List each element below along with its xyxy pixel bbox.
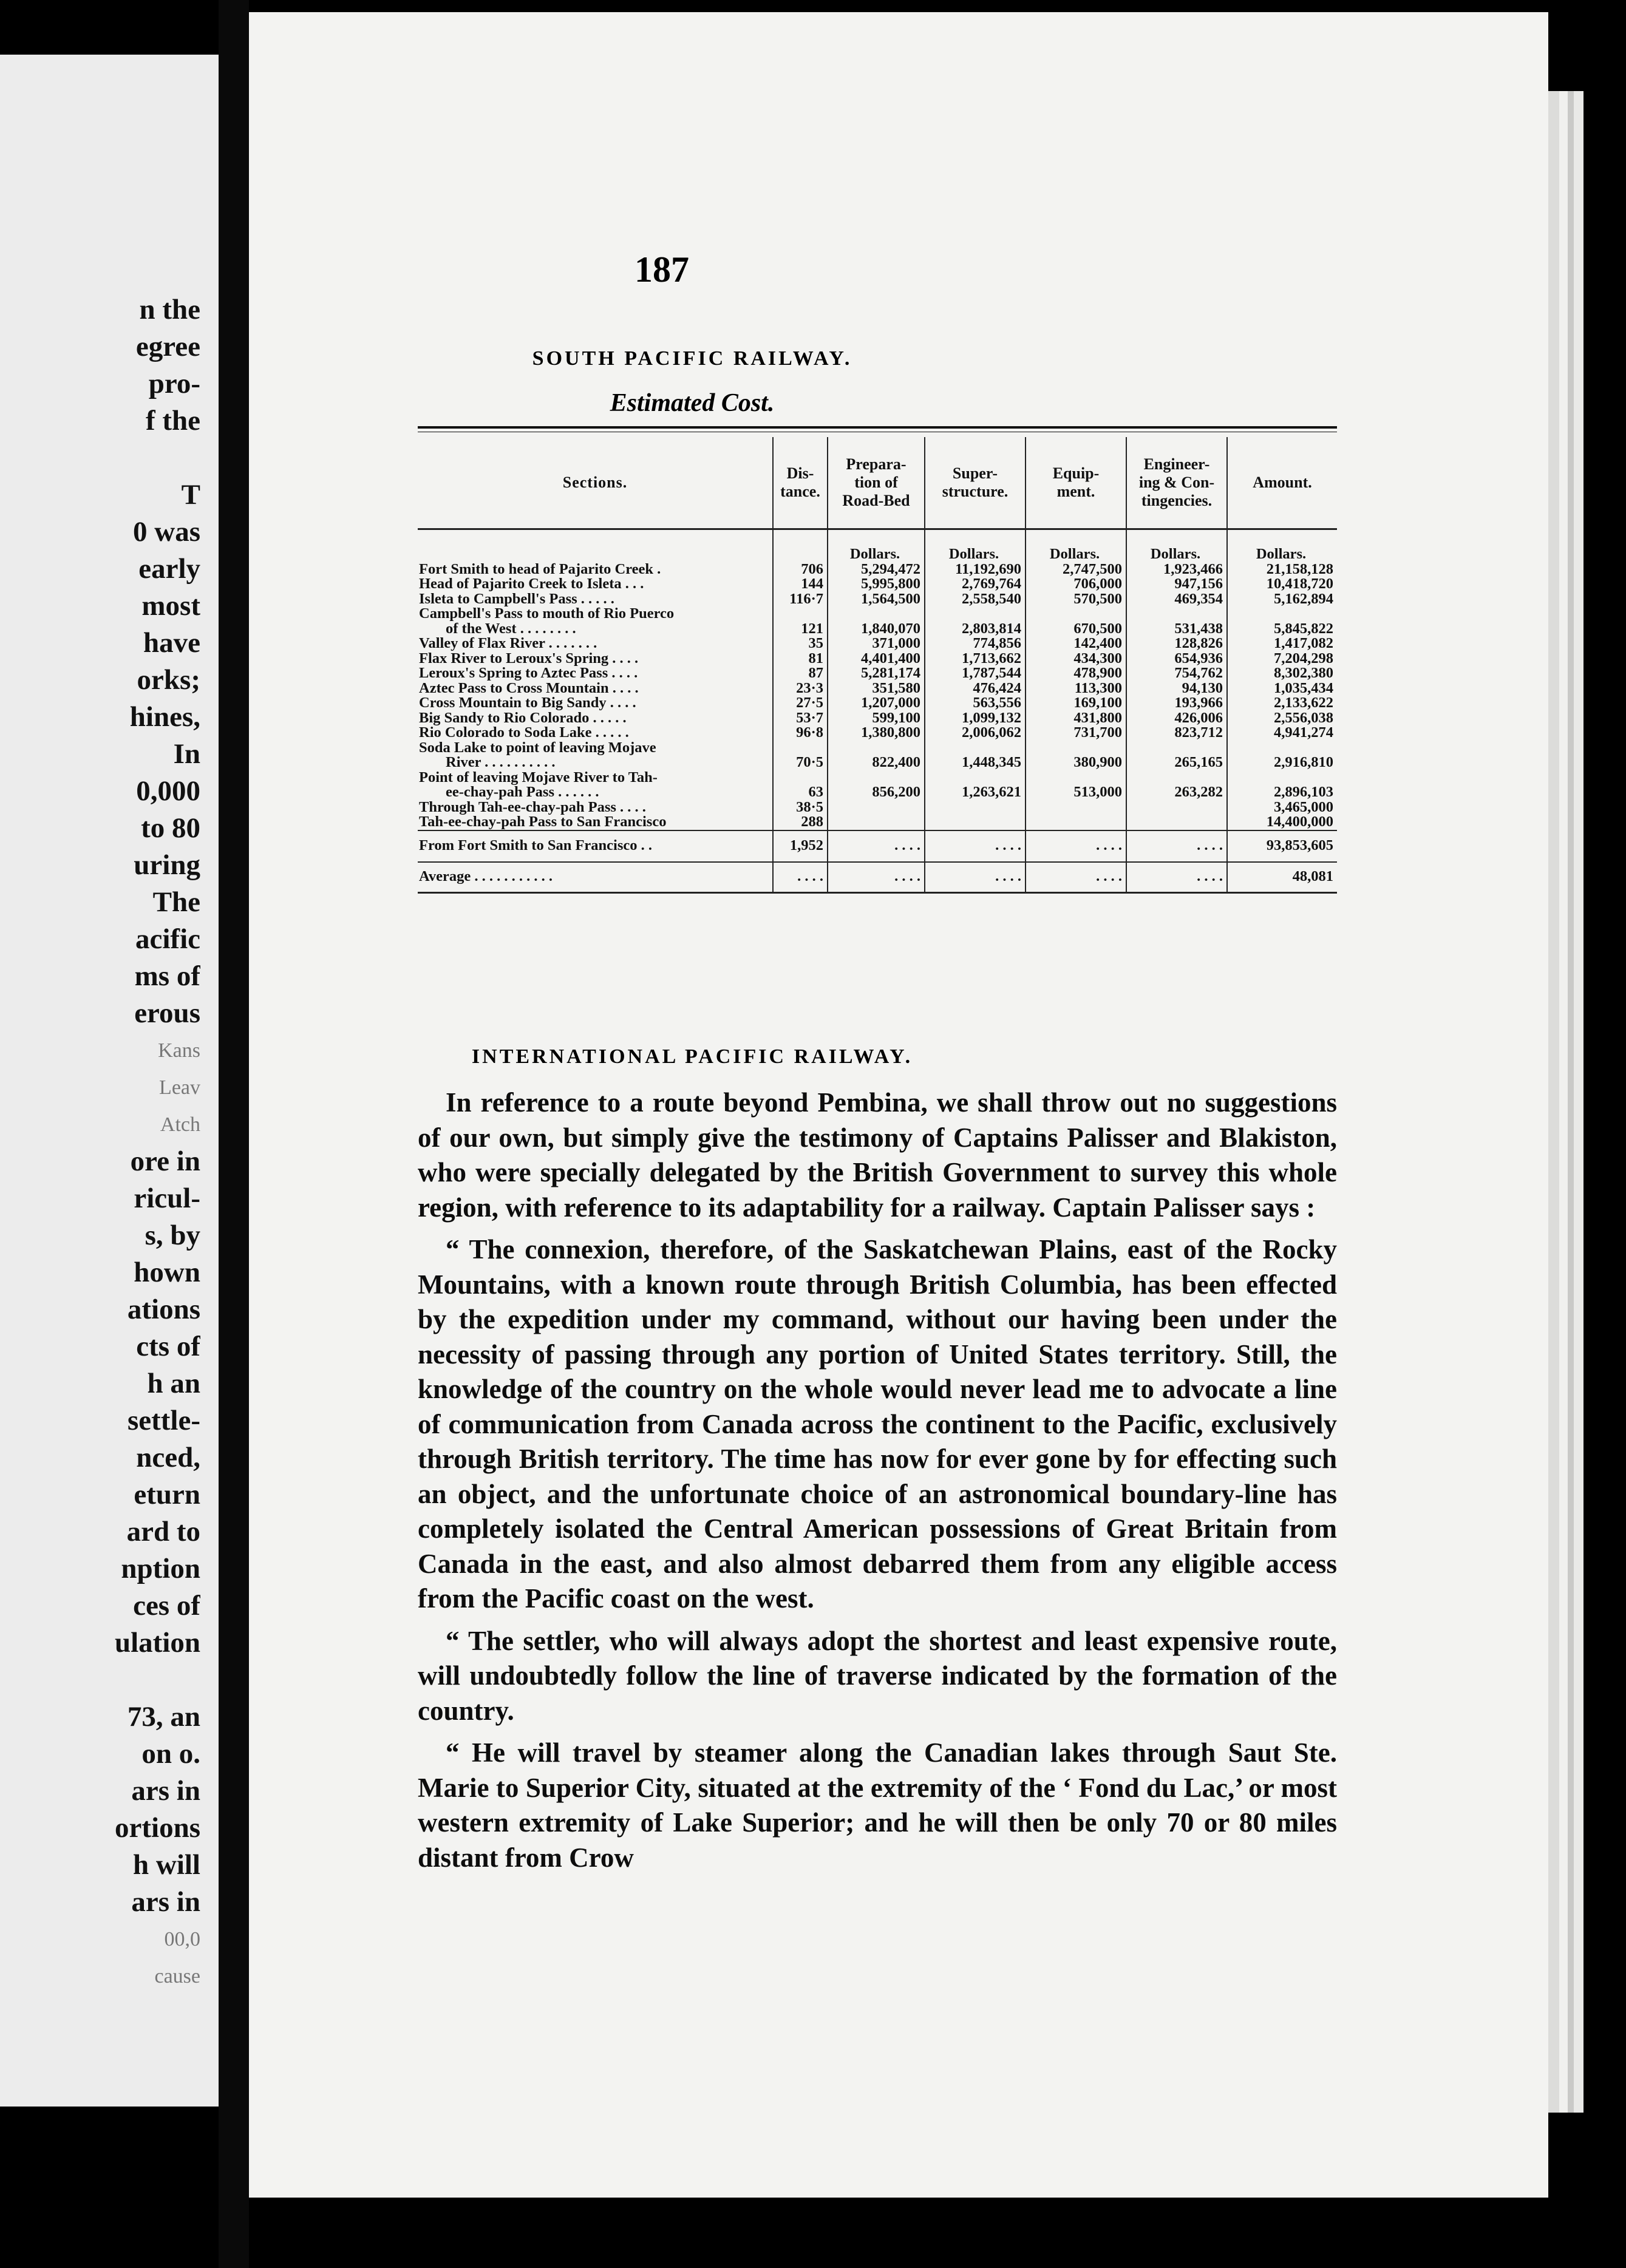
page-edge — [1559, 91, 1568, 2113]
table-row — [418, 577, 1337, 592]
cell-amount: 14,400,000 — [1227, 815, 1337, 830]
cell-super: 1,263,621 — [925, 770, 1026, 800]
cell-eng — [1126, 800, 1227, 815]
facing-page-line: on o. — [141, 1738, 200, 1770]
table-row — [418, 741, 1337, 770]
cell-equip: 478,900 — [1026, 666, 1126, 681]
table-row — [418, 711, 1337, 726]
cell-distance: 288 — [773, 815, 828, 830]
page-edge — [1568, 91, 1574, 2113]
section-name-cell — [418, 636, 773, 651]
page-edge — [1548, 91, 1559, 2113]
column-header: Equip- ment. — [1026, 437, 1126, 529]
facing-page-line: orks; — [137, 664, 200, 696]
table-row — [418, 815, 1337, 830]
cell-super — [925, 800, 1026, 815]
facing-page-line: acific — [135, 923, 200, 955]
total-row — [418, 830, 1337, 862]
cell-distance: 144 — [773, 577, 828, 592]
cell-equip: 731,700 — [1026, 725, 1126, 741]
cell-prep: 856,200 — [828, 770, 925, 800]
section-heading: INTERNATIONAL PACIFIC RAILWAY. — [471, 1045, 913, 1068]
cell-amount: 5,845,822 — [1227, 606, 1337, 636]
cell-prep: 1,380,800 — [828, 725, 925, 741]
cell-amount: 8,302,380 — [1227, 666, 1337, 681]
cell-equip: 2,747,500 — [1026, 562, 1126, 577]
facing-page-line: ations — [127, 1294, 200, 1325]
cell-eng: 469,354 — [1126, 592, 1227, 607]
column-header: Engineer- ing & Con- tingencies. — [1126, 437, 1227, 529]
facing-page-line: 0,000 — [136, 775, 200, 807]
section-name: Rio Colorado to Soda Lake . . . . . — [419, 725, 629, 741]
cell-prep: 822,400 — [828, 741, 925, 770]
table-row — [418, 666, 1337, 681]
facing-page-line — [115, 440, 200, 477]
facing-page-line: pro- — [148, 368, 200, 399]
column-header: Prepara- tion of Road-Bed — [828, 437, 925, 529]
cell-super: 563,556 — [925, 696, 1026, 711]
units-cell — [418, 529, 773, 562]
total-amount: 93,853,605 — [1227, 830, 1337, 862]
facing-page-line: early — [138, 553, 200, 585]
cell-super: 2,006,062 — [925, 725, 1026, 741]
cell-eng: 128,826 — [1126, 636, 1227, 651]
leader-dots: . . . . — [925, 830, 1026, 862]
cell-super: 476,424 — [925, 681, 1026, 696]
facing-page-line: ars in — [131, 1775, 200, 1807]
cell-eng: 265,165 — [1126, 741, 1227, 770]
column-header: Dis- tance. — [773, 437, 828, 529]
cell-distance: 35 — [773, 636, 828, 651]
cell-amount: 2,556,038 — [1227, 711, 1337, 726]
body-text — [418, 1085, 1337, 1875]
section-name: Flax River to Leroux's Spring . . . . — [419, 651, 639, 666]
facing-page-line: s, by — [145, 1220, 200, 1251]
facing-page-line: hines, — [129, 701, 200, 733]
facing-page-line — [115, 1662, 200, 1699]
cell-amount: 5,162,894 — [1227, 592, 1337, 607]
section-name-cell — [418, 711, 773, 726]
cell-eng: 94,130 — [1126, 681, 1227, 696]
leader-dots: . . . . — [1026, 830, 1126, 862]
cell-amount: 2,916,810 — [1227, 741, 1337, 770]
cell-amount: 4,941,274 — [1227, 725, 1337, 741]
estimated-cost-table — [418, 437, 1337, 894]
unit-label: Dollars. — [925, 529, 1026, 562]
section-name-cell — [418, 725, 773, 741]
section-name: Soda Lake to point of leaving Mojave — [419, 740, 656, 756]
facing-page-line: ore in — [130, 1146, 200, 1177]
table-header-row — [418, 437, 1337, 529]
facing-page-fragment — [0, 55, 219, 2107]
facing-page-line: cts of — [136, 1331, 200, 1362]
cell-amount: 2,133,622 — [1227, 696, 1337, 711]
section-name: Fort Smith to head of Pajarito Creek . — [419, 562, 661, 577]
facing-page-line: to 80 — [141, 812, 200, 844]
cell-distance: 96·8 — [773, 725, 828, 741]
section-name: Head of Pajarito Creek to Isleta . . . — [419, 577, 644, 592]
cell-eng: 193,966 — [1126, 696, 1227, 711]
cell-equip — [1026, 815, 1126, 830]
cell-prep — [828, 800, 925, 815]
cell-equip: 434,300 — [1026, 651, 1126, 667]
table-row — [418, 696, 1337, 711]
facing-page-line: The — [152, 886, 200, 918]
cell-equip: 670,500 — [1026, 606, 1126, 636]
cell-equip: 513,000 — [1026, 770, 1126, 800]
table-row — [418, 651, 1337, 667]
cell-distance: 23·3 — [773, 681, 828, 696]
cell-amount: 7,204,298 — [1227, 651, 1337, 667]
section-name-continuation: of the West . . . . . . . . — [446, 620, 576, 636]
unit-label: Dollars. — [1227, 529, 1337, 562]
cell-super: 1,713,662 — [925, 651, 1026, 667]
facing-page-line: T — [181, 479, 200, 511]
cell-distance: 53·7 — [773, 711, 828, 726]
cell-equip: 380,900 — [1026, 741, 1126, 770]
total-label: From Fort Smith to San Francisco . . — [418, 830, 773, 862]
facing-page-line: 0 was — [133, 516, 200, 548]
section-name-cell — [418, 681, 773, 696]
facing-page-line: ortions — [115, 1812, 200, 1844]
cell-equip — [1026, 800, 1126, 815]
section-name-cell — [418, 815, 773, 830]
book-gutter — [219, 0, 249, 2268]
cell-prep: 1,564,500 — [828, 592, 925, 607]
table-body — [418, 529, 1337, 893]
section-name-cell — [418, 577, 773, 592]
cell-prep: 351,580 — [828, 681, 925, 696]
table-row — [418, 681, 1337, 696]
average-label: Average . . . . . . . . . . . — [418, 862, 773, 893]
cell-distance: 63 — [773, 770, 828, 800]
cell-super: 1,448,345 — [925, 741, 1026, 770]
section-name-cell — [418, 606, 773, 636]
table-row — [418, 562, 1337, 577]
section-name: Valley of Flax River . . . . . . . — [419, 636, 597, 651]
units-row — [418, 529, 1337, 562]
section-name: Aztec Pass to Cross Mountain . . . . — [419, 681, 639, 696]
units-cell — [773, 529, 828, 562]
cell-distance: 27·5 — [773, 696, 828, 711]
table-heading: SOUTH PACIFIC RAILWAY. — [532, 347, 852, 370]
leader-dots: . . . . — [773, 862, 828, 893]
cell-equip: 113,300 — [1026, 681, 1126, 696]
cell-prep: 371,000 — [828, 636, 925, 651]
section-name-cell — [418, 562, 773, 577]
leader-dots: . . . . — [1126, 862, 1227, 893]
cell-prep — [828, 815, 925, 830]
cell-super — [925, 815, 1026, 830]
facing-page-line: n the — [139, 294, 200, 325]
cell-amount: 1,417,082 — [1227, 636, 1337, 651]
section-name: Campbell's Pass to mouth of Rio Puerco — [419, 606, 675, 622]
table-row — [418, 725, 1337, 741]
section-name-cell — [418, 800, 773, 815]
section-name-cell — [418, 770, 773, 800]
facing-page-line: ricul- — [134, 1183, 200, 1214]
section-name: Leroux's Spring to Aztec Pass . . . . — [419, 666, 638, 681]
section-name-continuation: ee-chay-pah Pass . . . . . . — [446, 784, 599, 800]
section-name-cell — [418, 592, 773, 607]
cell-super: 1,787,544 — [925, 666, 1026, 681]
section-name: Tah-ee-chay-pah Pass to San Francisco — [419, 815, 667, 830]
facing-page-line: ard to — [126, 1516, 200, 1547]
table-top-rule — [418, 426, 1337, 429]
cell-amount: 10,418,720 — [1227, 577, 1337, 592]
cell-amount: 2,896,103 — [1227, 770, 1337, 800]
section-name-cell — [418, 651, 773, 667]
page-edge — [1574, 91, 1583, 2113]
cell-amount: 3,465,000 — [1227, 800, 1337, 815]
table-row — [418, 770, 1337, 800]
cell-eng: 263,282 — [1126, 770, 1227, 800]
cell-prep: 5,281,174 — [828, 666, 925, 681]
facing-page-line: egree — [135, 331, 200, 362]
facing-page-line: uring — [134, 849, 200, 881]
paragraph: In reference to a route beyond Pembina, we shall throw out no suggestions of our own, but simply give the testimony of Captains Palisser and Blakiston, who were specially delegated by the British Government to survey this whole region, with reference to its adaptability for a railway. Captain Palisser says : — [418, 1087, 1337, 1223]
cell-prep: 599,100 — [828, 711, 925, 726]
section-name: Big Sandy to Rio Colorado . . . . . — [419, 710, 627, 725]
facing-page-line: 73, an — [127, 1701, 200, 1733]
cell-eng: 1,923,466 — [1126, 562, 1227, 577]
cell-prep: 5,995,800 — [828, 577, 925, 592]
leader-dots: . . . . — [1126, 830, 1227, 862]
section-name: Point of leaving Mojave River to Tah- — [419, 770, 658, 786]
cell-eng: 823,712 — [1126, 725, 1227, 741]
facing-page-line: ars in — [131, 1886, 200, 1918]
section-name: Through Tah-ee-chay-pah Pass . . . . — [419, 800, 646, 815]
section-name-cell — [418, 696, 773, 711]
cell-amount: 21,158,128 — [1227, 562, 1337, 577]
section-name-cell — [418, 666, 773, 681]
unit-label: Dollars. — [828, 529, 925, 562]
table-row — [418, 592, 1337, 607]
cell-eng: 426,006 — [1126, 711, 1227, 726]
cell-eng: 754,762 — [1126, 666, 1227, 681]
facing-page-line: nption — [121, 1553, 200, 1584]
leader-dots: . . . . — [1026, 862, 1126, 893]
cell-distance: 706 — [773, 562, 828, 577]
cell-distance: 38·5 — [773, 800, 828, 815]
cell-super: 2,558,540 — [925, 592, 1026, 607]
facing-page-line: have — [143, 627, 200, 659]
average-row — [418, 862, 1337, 893]
facing-page-line: settle- — [127, 1405, 200, 1436]
cell-distance: 87 — [773, 666, 828, 681]
facing-page-line: Atch — [160, 1113, 200, 1136]
section-name: Cross Mountain to Big Sandy . . . . — [419, 696, 636, 711]
section-name-cell — [418, 741, 773, 770]
total-distance: 1,952 — [773, 830, 828, 862]
cell-amount: 1,035,434 — [1227, 681, 1337, 696]
cell-super: 1,099,132 — [925, 711, 1026, 726]
column-header: Super- structure. — [925, 437, 1026, 529]
table-subheading: Estimated Cost. — [610, 389, 775, 417]
facing-page-line: Kans — [158, 1039, 200, 1062]
cell-distance: 121 — [773, 606, 828, 636]
average-amount: 48,081 — [1227, 862, 1337, 893]
leader-dots: . . . . — [828, 830, 925, 862]
cell-super: 11,192,690 — [925, 562, 1026, 577]
facing-page-line: h an — [147, 1368, 200, 1399]
unit-label: Dollars. — [1126, 529, 1227, 562]
cell-equip: 431,800 — [1026, 711, 1126, 726]
table-row — [418, 800, 1337, 815]
facing-page-line: ms of — [134, 960, 200, 992]
cell-super: 2,769,764 — [925, 577, 1026, 592]
paragraph: “ He will travel by steamer along the Canadian lakes through Saut Ste. Marie to Superior City, situated at the extremity of the ‘ Fond du Lac,’ or most western extremity of Lake Superior; and he will then be only 70 or 80 miles distant from Crow — [418, 1737, 1337, 1873]
cell-prep: 5,294,472 — [828, 562, 925, 577]
paragraph: “ The settler, who will always adopt the shortest and least expensive route, will undoubtedly follow the line of traverse indicated by the formation of the country. — [418, 1625, 1337, 1726]
cell-equip: 142,400 — [1026, 636, 1126, 651]
column-header: Sections. — [562, 474, 628, 491]
facing-page-line: cause — [154, 1965, 200, 1988]
facing-page-line: 00,0 — [164, 1928, 200, 1951]
table-row — [418, 636, 1337, 651]
cell-eng: 654,936 — [1126, 651, 1227, 667]
facing-page-line: In — [173, 738, 200, 770]
column-header: Amount. — [1227, 437, 1337, 529]
facing-page-line: nced, — [136, 1442, 200, 1473]
facing-page-line: Leav — [159, 1076, 200, 1099]
cell-equip: 570,500 — [1026, 592, 1126, 607]
cell-prep: 1,207,000 — [828, 696, 925, 711]
unit-label: Dollars. — [1026, 529, 1126, 562]
facing-page-line: erous — [134, 997, 200, 1029]
cell-equip: 169,100 — [1026, 696, 1126, 711]
facing-page-text-column — [115, 291, 200, 1995]
cell-distance: 70·5 — [773, 741, 828, 770]
section-name: Isleta to Campbell's Pass . . . . . — [419, 591, 614, 606]
facing-page-line: ulation — [114, 1627, 200, 1659]
paragraph: “ The connexion, therefore, of the Saskatchewan Plains, east of the Rocky Mountains, with a known route through British Columbia, has been effected by the expedition under my command, without our having been under the necessity of passing through any portion of United States territory. Still, the knowledge of the country on the whole would never lead me to advocate a line of communication from Canada across the continent to the Pacific, exclusively through British territory. The time has now for ever gone by for effecting such an object, and the unfortunate choice of an astronomical boundary-line has completely isolated the Central American possessions of Great Britain from Canada in the east, and also almost debarred them from any eligible access from the Pacific coast on the west. — [418, 1234, 1337, 1614]
cell-prep: 1,840,070 — [828, 606, 925, 636]
facing-page-line: h will — [132, 1849, 200, 1881]
cell-equip: 706,000 — [1026, 577, 1126, 592]
facing-page-line: ces of — [133, 1590, 200, 1621]
leader-dots: . . . . — [925, 862, 1026, 893]
cell-super: 2,803,814 — [925, 606, 1026, 636]
cell-distance: 81 — [773, 651, 828, 667]
facing-page-line: f the — [145, 405, 200, 436]
facing-page-line: most — [141, 590, 200, 622]
cell-prep: 4,401,400 — [828, 651, 925, 667]
section-name-continuation: River . . . . . . . . . . — [446, 754, 556, 770]
leader-dots: . . . . — [828, 862, 925, 893]
cell-eng: 947,156 — [1126, 577, 1227, 592]
table-row — [418, 606, 1337, 636]
cell-eng — [1126, 815, 1227, 830]
facing-page-line: eturn — [134, 1479, 200, 1510]
cell-super: 774,856 — [925, 636, 1026, 651]
facing-page-line: hown — [134, 1257, 200, 1288]
cell-distance: 116·7 — [773, 592, 828, 607]
page-number: 187 — [634, 250, 689, 290]
cell-eng: 531,438 — [1126, 606, 1227, 636]
